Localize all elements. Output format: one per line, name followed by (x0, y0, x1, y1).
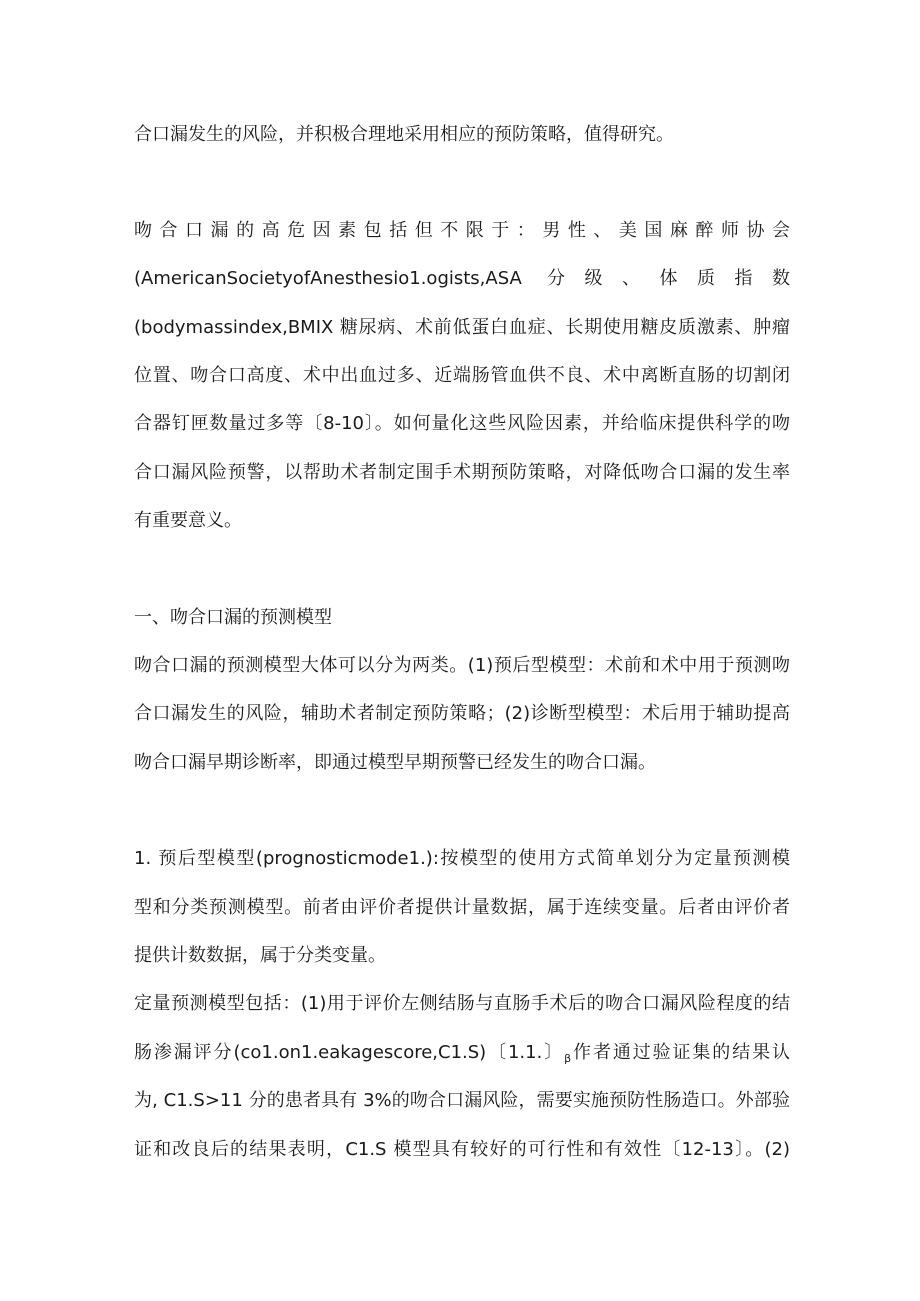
paragraph-2-line-7: 有重要意义。 (134, 510, 242, 531)
paragraph-2-line-1: 吻合口漏的高危因素包括但不限于：男性、美国麻醉师协会 (134, 220, 790, 241)
section-heading: 一、吻合口漏的预测模型 (134, 607, 332, 628)
paragraph-3-line-1: 吻合口漏的预测模型大体可以分为两类。(1)预后型模型：术前和术中用于预测吻 (134, 655, 790, 676)
paragraph-2-line-6: 合口漏风险预警，以帮助术者制定围手术期预防策略，对降低吻合口漏的发生率 (134, 462, 790, 483)
paragraph-4-line-1: 1. 预后型模型(prognosticmode1.):按模型的使用方式简单划分为定量预测模 (134, 848, 790, 869)
paragraph-5-line-3: 为, C1.S>11 分的患者具有 3%的吻合口漏风险，需要实施预防性肠造口。外部验 (134, 1090, 790, 1111)
paragraph-1-line-1: 合口漏发生的风险，并积极合理地采用相应的预防策略，值得研究。 (134, 124, 674, 145)
paragraph-3-line-2: 合口漏发生的风险，辅助术者制定预防策略；(2)诊断型模型：术后用于辅助提高 (134, 703, 790, 724)
paragraph-5-line-2-part-a: 肠渗漏评分(co1.on1.eakagescore,C1.S)〔1.1.〕 (134, 1042, 565, 1063)
paragraph-4-line-2: 型和分类预测模型。前者由评价者提供计量数据，属于连续变量。后者由评价者 (134, 897, 790, 918)
paragraph-2-line-4: 位置、吻合口高度、术中出血过多、近端肠管血供不良、术中离断直肠的切割闭 (134, 365, 790, 386)
paragraph-5-line-2-part-b: 作者通过验证集的结果认 (571, 1042, 790, 1063)
paragraph-2-line-3: (bodymassindex,BMIX 糖尿病、术前低蛋白血症、长期使用糖皮质激素、肿瘤 (134, 317, 790, 338)
paragraph-5-line-2 (134, 1040, 790, 1072)
paragraph-3-line-3: 吻合口漏早期诊断率，即通过模型早期预警已经发生的吻合口漏。 (134, 752, 656, 773)
paragraph-2-line-5: 合器钉匣数量过多等〔8-10〕。如何量化这些风险因素，并给临床提供科学的吻 (134, 413, 790, 434)
beta-subscript: β (564, 1052, 572, 1065)
paragraph-5-line-1: 定量预测模型包括：(1)用于评价左侧结肠与直肠手术后的吻合口漏风险程度的结 (134, 993, 790, 1014)
paragraph-5-line-4: 证和改良后的结果表明，C1.S 模型具有较好的可行性和有效性〔12-13〕。(2) (134, 1139, 790, 1160)
paragraph-4-line-3: 提供计数数据，属于分类变量。 (134, 945, 386, 966)
paragraph-2-line-2: (AmericanSocietyofAnesthesio1.ogists,ASA 分级、体质指数 (134, 268, 790, 289)
